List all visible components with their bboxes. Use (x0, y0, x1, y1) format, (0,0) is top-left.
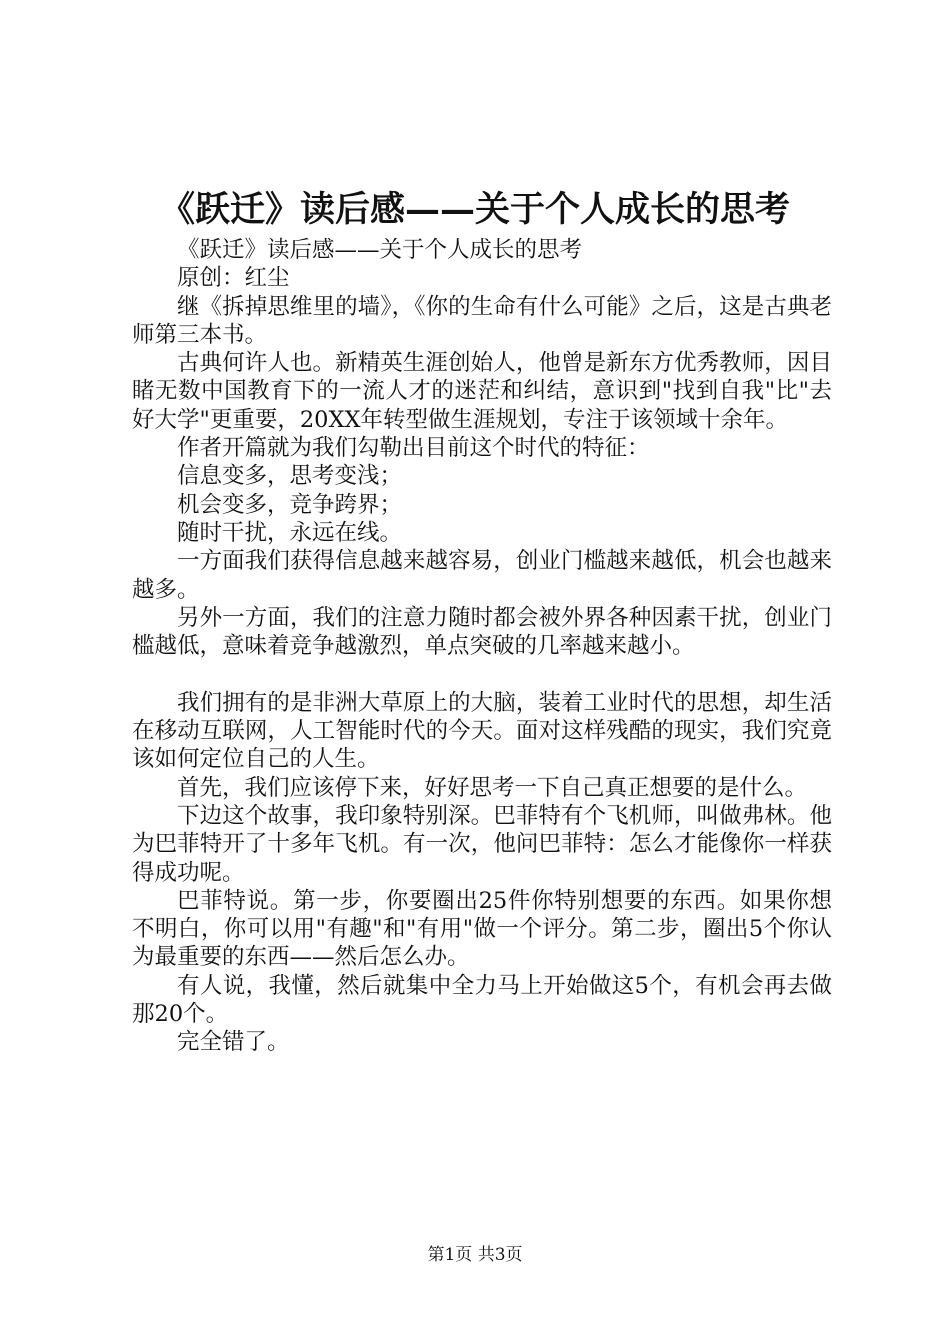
paragraph: 我们拥有的是非洲大草原上的大脑，装着工业时代的思想，却生活在移动互联网，人工智能时代的今天。面对这样残酷的现实，我们究竟该如何定位自己的人生。 (132, 689, 832, 773)
paragraph: 原创：红尘 (177, 265, 290, 292)
paragraph: 另外一方面，我们的注意力随时都会被外界各种因素干扰，创业门槛越低，意味着竞争越激烈，单点突破的几率越来越小。 (132, 604, 832, 660)
paragraph: 继《拆掉思维里的墙》，《你的生命有什么可能》之后，这是古典老师第三本书。 (132, 293, 832, 348)
paragraph: 一方面我们获得信息越来越容易，创业门槛越来越低，机会也越来越多。 (132, 548, 832, 603)
blank-line (132, 660, 832, 688)
paragraph: 作者开篇就为我们勾勒出目前这个时代的特征： (177, 435, 650, 462)
paragraph: 有人说，我懂，然后就集中全力马上开始做这5个，有机会再去做那20个。 (132, 972, 832, 1028)
paragraph: 随时干扰，永远在线。 (177, 519, 403, 546)
paragraph: 信息变多，思考变浅； (177, 463, 403, 490)
paragraph: 完全错了。 (177, 1029, 290, 1056)
paragraph: 古典何许人也。新精英生涯创始人，他曾是新东方优秀教师，因目睹无数中国教育下的一流人才的迷茫和纠结，意识到"找到自我"比"去好大学"更重要，20XX年转型做生涯规划，专注于该领域十余年。 (132, 350, 832, 433)
document-title: 《跃迁》读后感——关于个人成长的思考 (159, 189, 790, 230)
paragraph: 巴菲特说。第一步，你要圈出25件你特别想要的东西。如果你想不明白，你可以用"有趣"和"有用"做一个评分。第二步，圈出5个你认为最重要的东西——然后怎么办。 (132, 887, 832, 971)
paragraph: 下边这个故事，我印象特别深。巴菲特有个飞机师，叫做弗林。他为巴菲特开了十多年飞机。有一次，他问巴菲特：怎么才能像你一样获得成功呢。 (132, 802, 832, 886)
paragraph: 《跃迁》读后感——关于个人成长的思考 (177, 237, 583, 263)
paragraph: 首先，我们应该停下来，好好思考一下自己真正想要的是什么。 (177, 774, 808, 801)
paragraph: 机会变多，竞争跨界； (177, 491, 403, 518)
document-body (132, 236, 832, 1057)
page-number-footer: 第1页 共3页 (427, 1245, 523, 1265)
